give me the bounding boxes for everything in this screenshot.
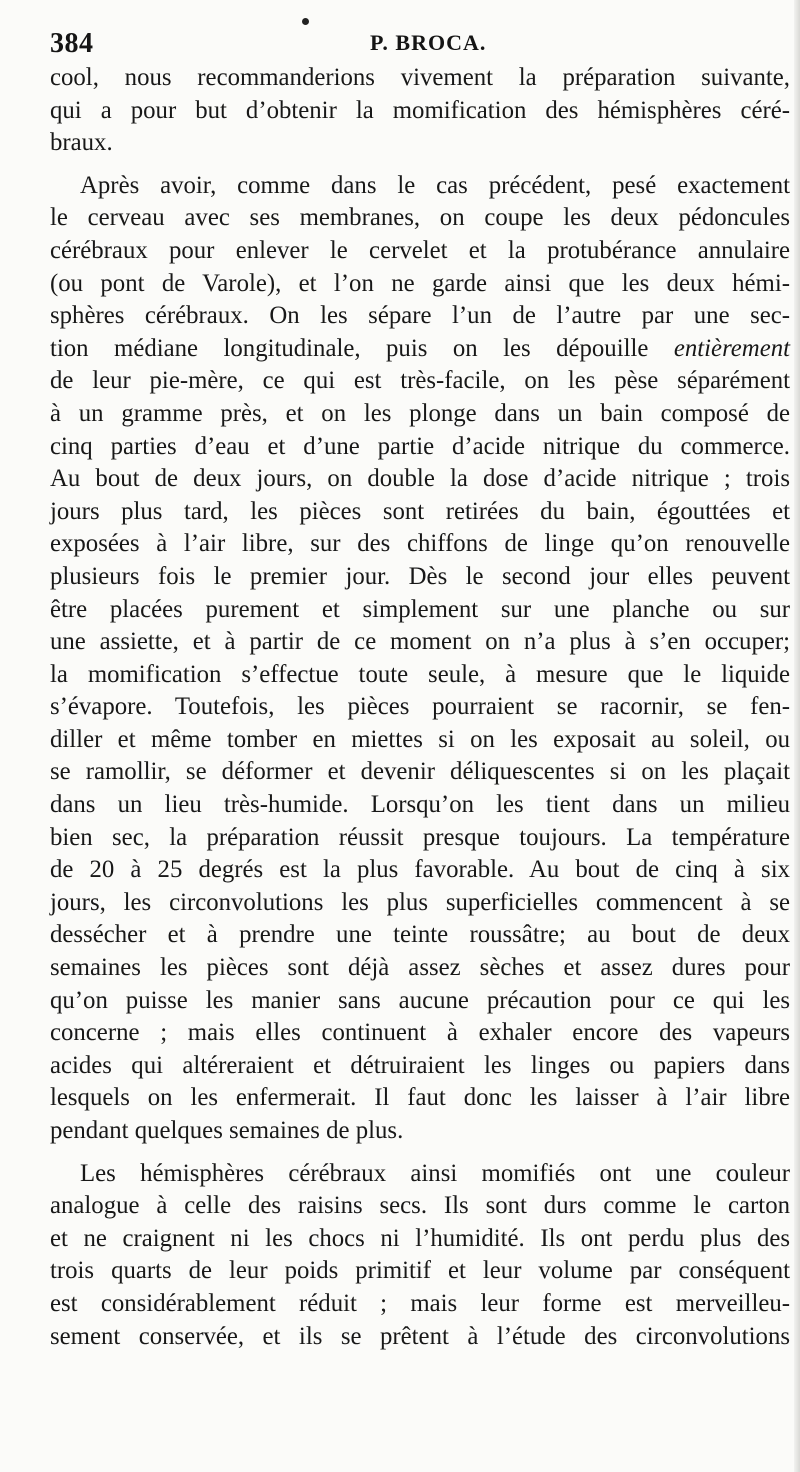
text-line: Après avoir, comme dans le cas précédent, pesé exactement [80,171,790,199]
text-line: de 20 à 25 degrés est la plus favorable. Au bout de cinq à six [50,856,790,884]
text-line: se ramollir, se déformer et devenir déliquescentes si on les plaçait [50,758,790,786]
text-line: dans un lieu très-humide. Lorsqu’on les tient dans un milieu [50,791,790,819]
text-line: plusieurs fois le premier jour. Dès le second jour elles peuvent [50,562,790,590]
body-text [50,62,790,1353]
text-line: qui a pour but d’obtenir la momification des hémisphères céré- [50,96,790,124]
text-line: diller et même tomber en miettes si on les exposait au soleil, ou [50,725,790,753]
ink-dot [302,18,309,25]
text-line: s’évapore. Toutefois, les pièces pourraient se racornir, se fen- [50,693,790,721]
text-line: et ne craignent ni les chocs ni l’humidité. Ils ont perdu plus des [50,1224,790,1252]
text-line: exposées à l’air libre, sur des chiffons de linge qu’on renouvelle [50,530,790,558]
text-line: une assiette, et à partir de ce moment on n’a plus à s’en occuper; [50,628,790,656]
running-head: P. BROCA. [370,30,487,55]
page-number: 384 [50,28,94,59]
text-line: bien sec, la préparation réussit presque toujours. La température [50,823,790,851]
text-line: pendant quelques semaines de plus. [50,1117,404,1144]
text-line: acides qui altéreraient et détruiraient les linges ou papiers dans [50,1051,790,1079]
text-line: semaines les pièces sont déjà assez sèches et assez dures pour [50,954,790,982]
text-line: analogue à celle des raisins secs. Ils sont durs comme le carton [50,1192,790,1220]
text-line: Au bout de deux jours, on double la dose d’acide nitrique ; trois [50,465,790,493]
text-line: sphères cérébraux. On les sépare l’un de l’autre par une sec- [50,302,790,330]
paragraph-gap [50,160,790,170]
text-line: (ou pont de Varole), et l’on ne garde ainsi que les deux hémi- [50,269,790,297]
page-edge-shadow [794,0,800,1472]
text-line: le cerveau avec ses membranes, on coupe les deux pédoncules [50,204,790,232]
text-line: de leur pie-mère, ce qui est très-facile, on les pèse séparément [50,367,790,395]
text-line: être placées purement et simplement sur une planche ou sur [50,595,790,623]
text-line: cérébraux pour enlever le cervelet et la protubérance annulaire [50,236,790,264]
text-line: jours plus tard, les pièces sont retirées du bain, égouttées et [50,497,790,525]
text-segment: tion médiane longitudinale, puis on les dépouille [50,334,649,362]
paragraph-3 [50,1158,790,1354]
text-line-with-emphasis [50,333,790,366]
text-line: à un gramme près, et on les plonge dans un bain composé de [50,399,790,427]
text-line: qu’on puisse les manier sans aucune précaution pour ce qui les [50,986,790,1014]
paragraph-1 [50,62,790,160]
text-line: dessécher et à prendre une teinte roussâtre; au bout de deux [50,921,790,949]
text-line: est considérablement réduit ; mais leur forme est merveilleu- [50,1289,790,1317]
text-line: jours, les circonvolutions les plus superficielles commencent à se [50,888,790,916]
text-line: Les hémisphères cérébraux ainsi momifiés ont une couleur [80,1159,790,1187]
text-line: braux. [50,129,113,157]
paragraph-2 [50,170,790,1148]
text-line: cool, nous recommanderions vivement la préparation suivante, [50,64,790,91]
text-line: la momification s’effectue toute seule, à mesure que le liquide [50,660,790,688]
text-line: concerne ; mais elles continuent à exhaler encore des vapeurs [50,1019,790,1047]
paragraph-gap [50,1148,790,1158]
text-line: trois quarts de leur poids primitif et leur volume par conséquent [50,1257,790,1285]
text-line: lesquels on les enfermerait. Il faut donc les laisser à l’air libre [50,1084,790,1112]
page-header [50,18,790,66]
emphasis-word: entièrement [673,334,791,362]
text-line: cinq parties d’eau et d’une partie d’acide nitrique du commerce. [50,432,790,460]
text-line: sement conservée, et ils se prêtent à l’étude des circonvolutions [50,1322,790,1350]
